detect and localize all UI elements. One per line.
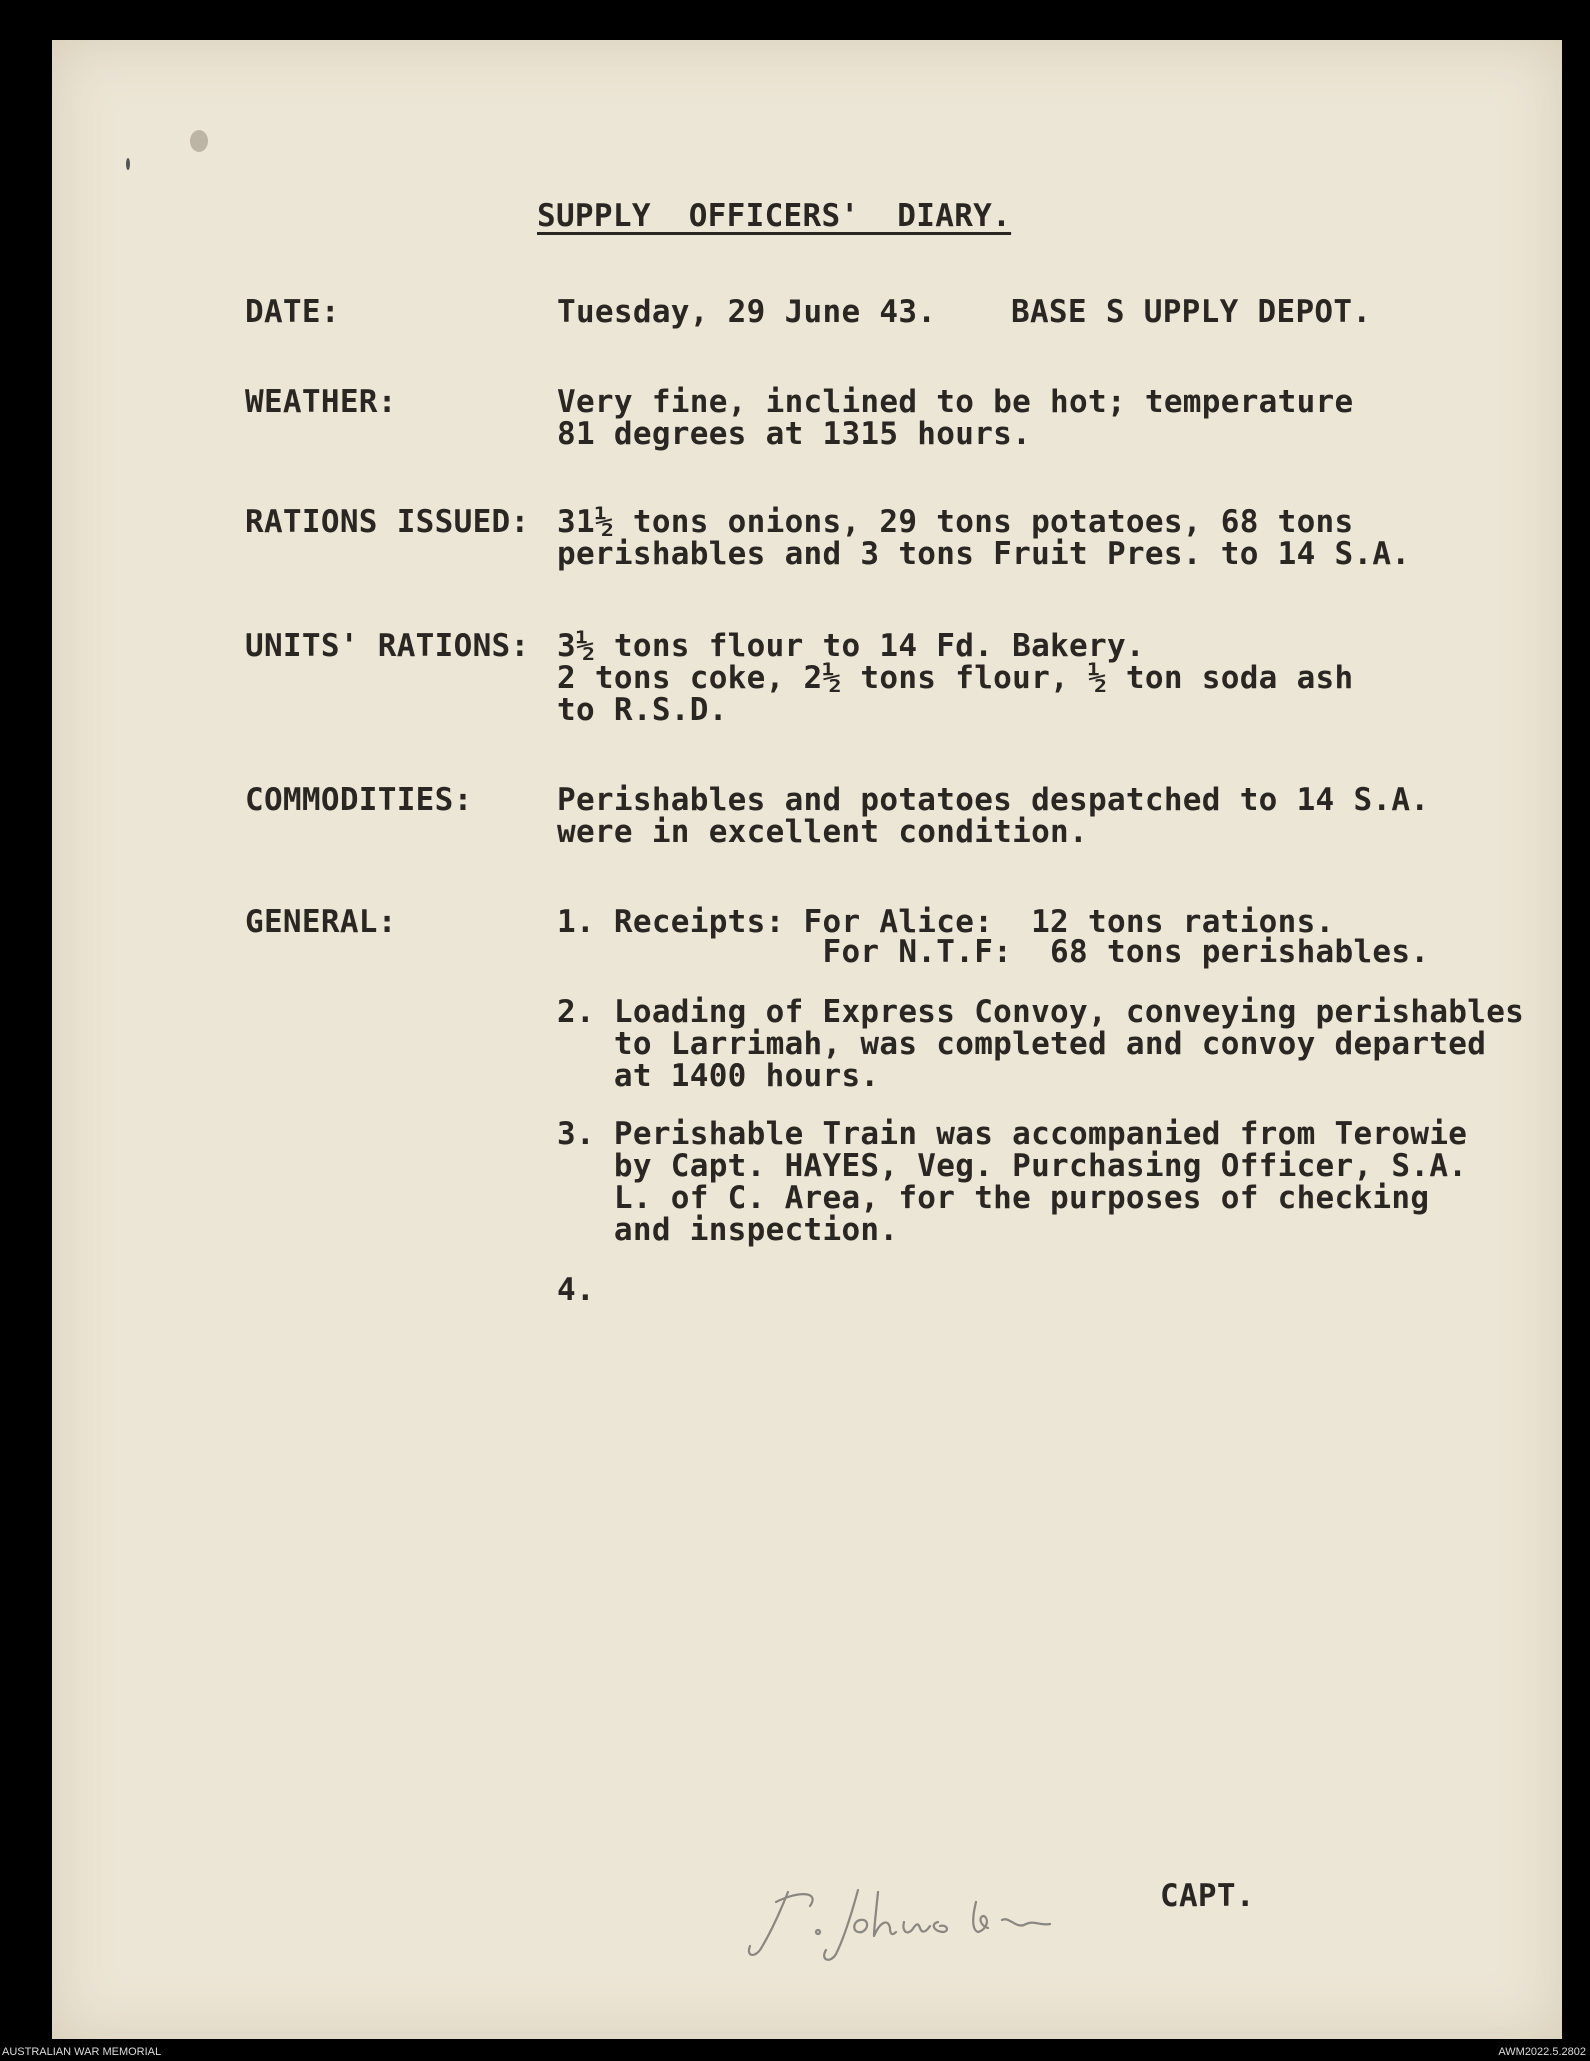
general-item-3-line-3: L. of C. Area, for the purposes of checking <box>557 1180 1430 1216</box>
general-item-2-line-2: to Larrimah, was completed and convoy departed <box>557 1026 1487 1062</box>
footer-reference: AWM2022.5.2802 <box>1498 2046 1586 2058</box>
rations-issued-line-2: perishables and 3 tons Fruit Pres. to 14 S.A. <box>557 536 1411 572</box>
weather-label: WEATHER: <box>245 384 397 420</box>
rations-issued-label: RATIONS ISSUED: <box>245 504 530 540</box>
general-item-4: 4. <box>557 1272 595 1308</box>
units-rations-line-3: to R.S.D. <box>557 692 728 728</box>
date-label: DATE: <box>245 294 340 330</box>
document-title: SUPPLY OFFICERS' DIARY. <box>537 198 1012 234</box>
staple-mark <box>190 130 208 152</box>
pin-hole-mark <box>126 158 130 170</box>
footer-collection: AUSTRALIAN WAR MEMORIAL <box>2 2046 162 2058</box>
general-label: GENERAL: <box>245 904 397 940</box>
rank-label: CAPT. <box>1160 1878 1255 1914</box>
general-item-3-line-1: 3. Perishable Train was accompanied from Terowie <box>557 1116 1468 1152</box>
general-item-2-line-1: 2. Loading of Express Convoy, conveying perishables <box>557 994 1525 1030</box>
date-value: Tuesday, 29 June 43. <box>557 294 937 330</box>
general-item-2-line-3: at 1400 hours. <box>557 1058 880 1094</box>
commodities-label: COMMODITIES: <box>245 782 473 818</box>
general-item-3-line-2: by Capt. HAYES, Veg. Purchasing Officer, S.A. <box>557 1148 1468 1184</box>
general-item-3-line-4: and inspection. <box>557 1212 899 1248</box>
weather-line-1: Very fine, inclined to be hot; temperature <box>557 384 1354 420</box>
general-item-1-line-2: For N.T.F: 68 tons perishables. <box>557 934 1430 970</box>
signature-image <box>740 1872 1120 1972</box>
units-rations-line-1: 3½ tons flour to 14 Fd. Bakery. <box>557 628 1145 664</box>
general-item-1-line-1: 1. Receipts: For Alice: 12 tons rations. <box>557 904 1335 940</box>
commodities-line-1: Perishables and potatoes despatched to 14 S.A. <box>557 782 1430 818</box>
rations-issued-line-1: 31½ tons onions, 29 tons potatoes, 68 tons <box>557 504 1354 540</box>
depot-name: BASE S UPPLY DEPOT. <box>1011 294 1372 330</box>
commodities-line-2: were in excellent condition. <box>557 814 1088 850</box>
weather-line-2: 81 degrees at 1315 hours. <box>557 416 1032 452</box>
units-rations-label: UNITS' RATIONS: <box>245 628 530 664</box>
units-rations-line-2: 2 tons coke, 2½ tons flour, ½ ton soda ash <box>557 660 1354 696</box>
